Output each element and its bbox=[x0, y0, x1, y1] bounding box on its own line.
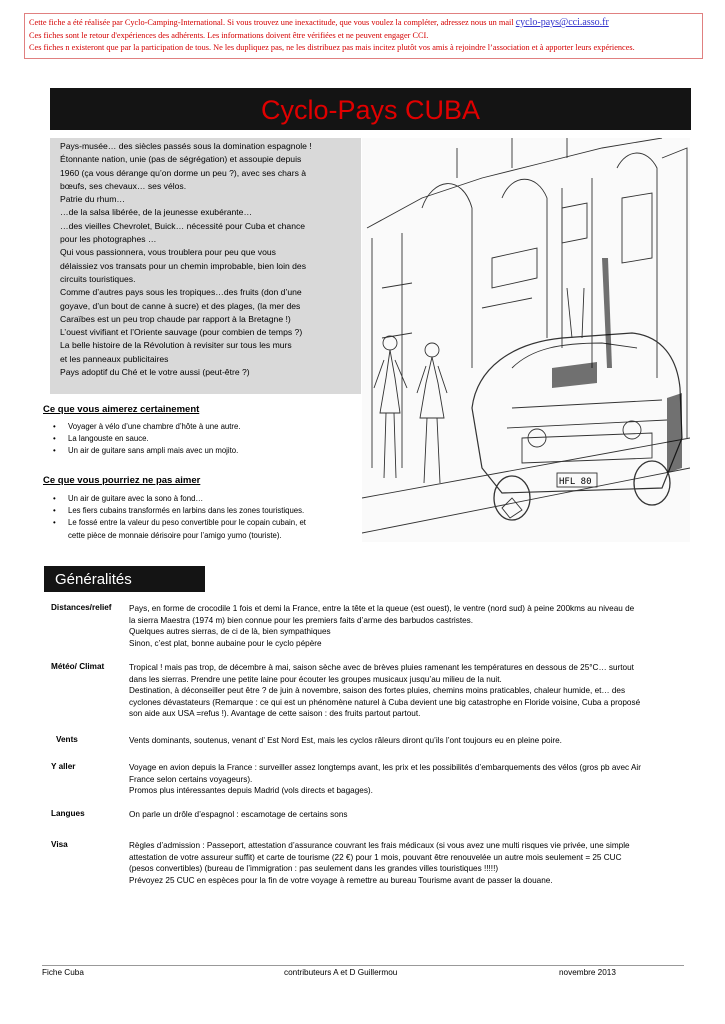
intro-line: Comme d’autres pays sous les tropiques…des fruits (don d’une bbox=[60, 287, 302, 298]
text-line: dans les sierras. Prendre une petite laine pour écouter les groupes musicaux jusqu’au milieu de la nuit. bbox=[129, 674, 502, 684]
row-label-climate: Météo/ Climat bbox=[51, 662, 105, 671]
contact-email-link[interactable]: cyclo-pays@cci.asso.fr bbox=[515, 17, 609, 28]
row-text-winds bbox=[129, 735, 689, 747]
intro-line: Pays adoptif du Ché et le votre aussi (peut-être ?) bbox=[60, 367, 250, 378]
likes-list bbox=[50, 421, 241, 458]
row-text-visa bbox=[129, 840, 689, 886]
disclaimer-box bbox=[24, 13, 703, 59]
list-item: cette pièce de monnaie dérisoire pour l’amigo yumo (touriste). bbox=[68, 530, 282, 540]
text-line: Prévoyez 25 CUC en espèces pour la fin de votre voyage à remettre au bureau Tourisme avant de passer la douane. bbox=[129, 875, 553, 885]
intro-line: délaissiez vos transats pour un chemin improbable, bien loin des bbox=[60, 260, 307, 271]
list-item: • Un air de guitare avec la sono à fond… bbox=[50, 493, 306, 505]
text-line: la sierra Maestra (1974 m) bien connue pour les premiers faits d’arme des barbudos castristes. bbox=[129, 615, 474, 625]
likes-heading: Ce que vous aimerez certainement bbox=[43, 404, 200, 415]
intro-box bbox=[50, 138, 361, 394]
intro-line: Qui vous passionnera, vous troublera pour peu que vous bbox=[60, 247, 276, 258]
intro-line: et les panneaux publicitaires bbox=[60, 353, 169, 364]
text-line: cyclones dévastateurs (Remarque : ce qui est un phénomène naturel à Cuba devient une big catastrophe en Floride voisine, Cuba a proposé bbox=[129, 697, 641, 707]
footer-right: novembre 2013 bbox=[559, 968, 616, 977]
intro-line: 1960 (ça vous dérange qu’on dorme un peu ?), avec ses chars à bbox=[60, 167, 307, 178]
text-line: Pays, en forme de crocodile 1 fois et demi la France, entre la tête et la queue (est ouest), le ventre (nord sud) à peine 200kms au niveau de bbox=[129, 604, 635, 613]
intro-line: bœufs, ses chevaux… ses vélos. bbox=[60, 180, 187, 191]
text-line: (pesos convertibles) (bureau de l’immigration : pas seulement dans les grandes villes touristiques !!!!!) bbox=[129, 864, 499, 873]
footer-center: contributeurs A et D Guillermou bbox=[284, 968, 398, 977]
row-label-distances: Distances/relief bbox=[51, 603, 112, 612]
disclaimer-line-2: Ces fiches sont le retour d'expériences des adhérents. Les informations doivent être vérifiées et ne peuvent engager CCI. bbox=[29, 30, 429, 40]
list-item: • Voyager à vélo d’une chambre d’hôte à une autre. bbox=[50, 421, 241, 433]
text-line: Quelques autres sierras, de ci de là, bien sympathiques bbox=[129, 627, 331, 636]
general-section-title: Généralités bbox=[55, 571, 132, 588]
text-line: On parle un drôle d’espagnol : escamotage de certains sons bbox=[129, 810, 348, 819]
list-item: • Le fossé entre la valeur du peso convertible pour le copain cubain, et bbox=[50, 517, 306, 529]
list-item: • La langouste en sauce. bbox=[50, 433, 241, 445]
text-line: Règles d’admission : Passeport, attestation d’assurance couvrant les frais médicaux (si vous avez une multi risques vie privée, une simple bbox=[129, 841, 630, 850]
intro-line: L’ouest vivifiant et l’Oriente sauvage (pour combien de temps ?) bbox=[60, 327, 303, 338]
text-line: Sinon, c’est plat, bonne aubaine pour le cyclo pépère bbox=[129, 638, 322, 648]
sketch-drawing bbox=[362, 138, 690, 542]
intro-line: goyave, d’un bout de canne à sucre) et des plages, (la mer des bbox=[60, 300, 301, 311]
text-line: Vents dominants, soutenus, venant d’ Est Nord Est, mais les cyclos râleurs diront qu’ils l’ont toujours eu en pleine poire. bbox=[129, 736, 562, 745]
row-label-winds: Vents bbox=[56, 735, 78, 744]
row-text-getting-there bbox=[129, 762, 689, 797]
footer-divider bbox=[42, 965, 684, 966]
row-label-getting-there: Y aller bbox=[51, 762, 76, 771]
title-banner bbox=[50, 88, 691, 130]
intro-line: …de la salsa libérée, de la jeunesse exubérante… bbox=[60, 207, 253, 218]
text-line: France selon certains voyageurs). bbox=[129, 774, 253, 784]
text-line: Promos plus intéressantes depuis Madrid (vols directs et bagages). bbox=[129, 786, 373, 795]
text-line: attestation de votre assureur suffit) et carte de tourisme (22 €) pour 1 mois, pouvant être renouvelée un autre mois seulement = 25 CUC bbox=[129, 852, 622, 862]
intro-line: Pays-musée… des siècles passés sous la domination espagnole ! bbox=[60, 141, 312, 151]
row-label-languages: Langues bbox=[51, 809, 85, 818]
street-sketch-illustration bbox=[362, 138, 690, 542]
intro-line: …des vieilles Chevrolet, Buick… nécessité pour Cuba et chance bbox=[60, 220, 306, 231]
row-text-languages bbox=[129, 809, 689, 821]
intro-line: Étonnante nation, unie (pas de ségrégation) et assoupie depuis bbox=[60, 154, 302, 165]
disclaimer-text-1: Cette fiche a été réalisée par Cyclo-Camping-International. Si vous trouvez une inexactitude, que vous voulez la compléter, adressez nous un mail bbox=[29, 18, 514, 27]
text-line: son aide aux USA =refus !). Avantage de cette saison : des fruits partout partout. bbox=[129, 709, 421, 718]
intro-line: Caraïbes est un peu trop chaude par rapport à la Bretagne !) bbox=[60, 313, 291, 324]
disclaimer-line-3: Ces fiches n existeront que par la participation de tous. Ne les dupliquez pas, ne les distribuez pas mais incitez plutôt vos amis à rejoindre l’association et à apporter leurs expériences. bbox=[29, 43, 635, 53]
page-title: Cyclo-Pays CUBA bbox=[260, 95, 481, 125]
intro-line: La belle histoire de la Révolution à revisiter sur tous les murs bbox=[60, 340, 292, 351]
text-line: Tropical ! mais pas trop, de décembre à mai, saison sèche avec de brèves pluies ramenant les températures en dessous de 25°C… surtout bbox=[129, 663, 634, 672]
footer-left: Fiche Cuba bbox=[42, 968, 84, 977]
text-line: Voyage en avion depuis la France : surveiller assez longtemps avant, les prix et les possibilités d’embarquements des vélos (gros pb avec Air bbox=[129, 763, 641, 772]
license-plate-text: HFL 80 bbox=[559, 477, 592, 487]
general-section-header bbox=[44, 566, 205, 592]
dislikes-list bbox=[50, 493, 306, 542]
row-text-climate bbox=[129, 662, 689, 720]
intro-line: circuits touristiques. bbox=[60, 273, 136, 284]
disclaimer-line-1 bbox=[29, 17, 698, 30]
intro-line: pour les photographes … bbox=[60, 234, 157, 245]
intro-line: Patrie du rhum… bbox=[60, 194, 125, 205]
text-line: Destination, à déconseiller peut être ? de juin à novembre, saison des fortes pluies, chemins moins praticables, chaleur humide, et… des bbox=[129, 686, 626, 695]
dislikes-heading: Ce que vous pourriez ne pas aimer bbox=[43, 475, 201, 486]
row-label-visa: Visa bbox=[51, 840, 68, 849]
row-text-distances bbox=[129, 603, 689, 649]
list-item: • Les fiers cubains transformés en larbins dans les zones touristiques. bbox=[50, 505, 306, 517]
list-item: • Un air de guitare sans ampli mais avec un mojito. bbox=[50, 445, 241, 457]
